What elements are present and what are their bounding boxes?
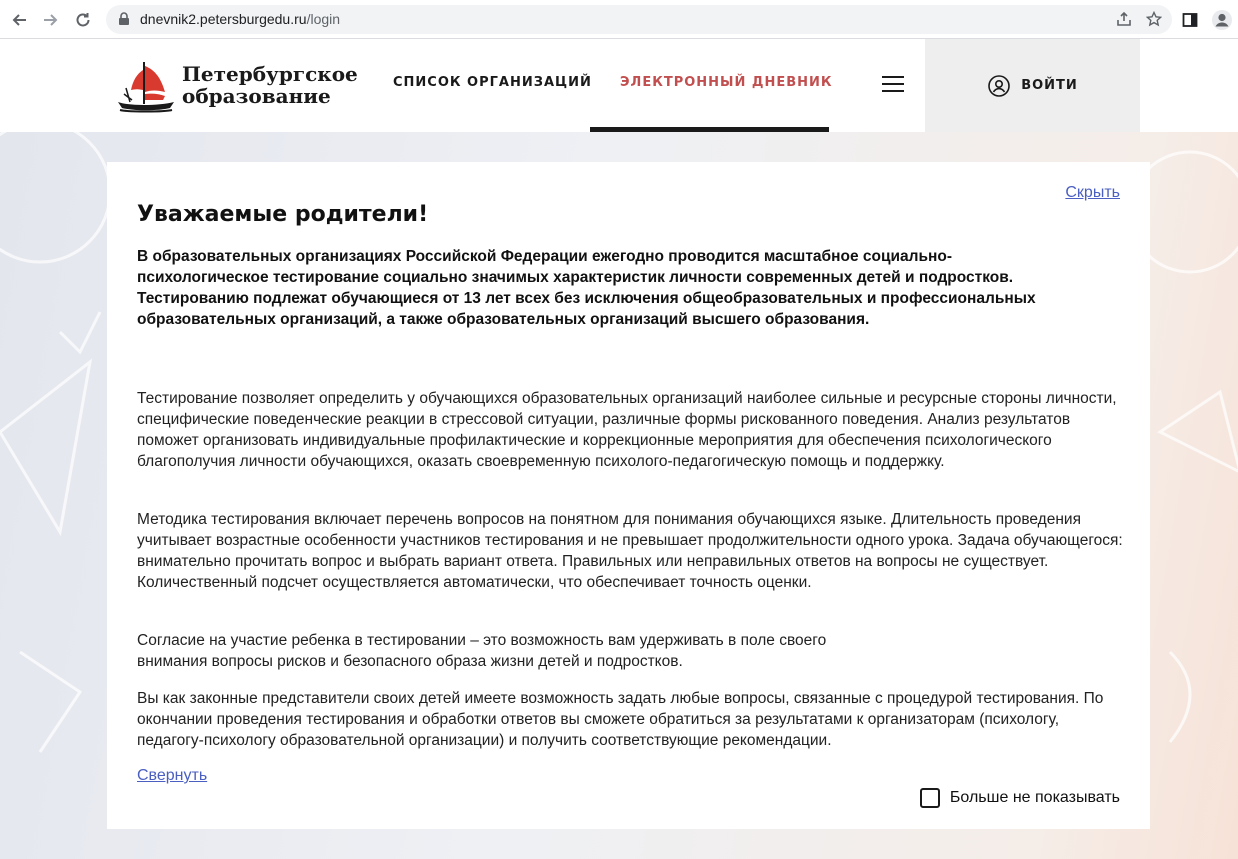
dont-show-checkbox[interactable] bbox=[920, 788, 940, 808]
reload-icon bbox=[74, 11, 92, 29]
ship-logo-icon[interactable] bbox=[116, 58, 176, 114]
notice-paragraph: Методика тестирования включает перечень вопросов на понятном для понимания обучающихся языке. Длительность проведения учитывает возрастные особенности участников тестирования и не превышает продолжительности одного урока. Задача обучающегося: внимательно прочитать вопрос и выбрать вариант ответа. Правильных или неправильных ответов на вопросы не существует. Количественный подсчет осуществляется автоматически, что обеспечивает точность оценки. bbox=[137, 511, 1123, 591]
menu-burger-button[interactable] bbox=[882, 76, 904, 93]
profile-button[interactable] bbox=[1210, 8, 1234, 32]
notice-paragraph: Вы как законные представители своих детей имеете возможность задать любые вопросы, связанные с процедурой тестирования. По окончании проведения тестирования и обработки ответов вы сможете обратиться за результатами к организаторам (психологу, педагогу-психологу образовательной организации) и получить соответствующие рекомендации. bbox=[137, 690, 1104, 749]
notice-paragraph: Тестирование позволяет определить у обучающихся образовательных организаций наиболее сильные и ресурсные стороны личности, специфические поведенческие реакции в стрессовой ситуации, различные формы рискованного поведения. Анализ результатов поможет организовать индивидуальные профилактические и коррекционные мероприятия для обеспечения психологического благополучия личности обучающихся, оказать своевременную психолого-педагогическую помощь и поддержку. bbox=[137, 390, 1117, 470]
notice-title: Уважаемые родители! bbox=[137, 202, 429, 227]
brand-line1: Петербургское bbox=[182, 62, 358, 86]
reload-button[interactable] bbox=[71, 8, 95, 32]
back-button[interactable] bbox=[8, 8, 32, 32]
nav-organizations[interactable]: СПИСОК ОРГАНИЗАЦИЙ bbox=[393, 75, 592, 90]
notice-lead-text: В образовательных организациях Российской Федерации ежегодно проводится масштабное социально-психологическое тестирование социально значимых характеристик личности современных детей и подростков. Тестированию подлежат обучающиеся от 13 лет всех без исключения общеобразовательных и профессиональных образовательных организаций, а также образовательных организаций высшего образования. bbox=[137, 248, 1036, 328]
user-circle-icon bbox=[987, 74, 1011, 98]
brand-name[interactable] bbox=[182, 63, 358, 107]
login-label: ВОЙТИ bbox=[1021, 78, 1078, 93]
site-header bbox=[0, 39, 1238, 132]
lock-icon bbox=[118, 12, 130, 26]
browser-toolbar bbox=[0, 0, 1238, 39]
notice-paragraph: Согласие на участие ребенка в тестировании – это возможность вам удерживать в поле своего внимания вопросы рисков и безопасного образа жизни детей и подростков. bbox=[137, 632, 827, 670]
burger-line bbox=[882, 90, 904, 92]
brand-line2: образование bbox=[182, 84, 331, 108]
forward-button[interactable] bbox=[38, 8, 62, 32]
nav-electronic-diary[interactable]: ЭЛЕКТРОННЫЙ ДНЕВНИК bbox=[620, 75, 833, 90]
address-bar[interactable] bbox=[106, 5, 1172, 34]
dont-show-label: Больше не показывать bbox=[949, 789, 1120, 806]
side-panel-button[interactable] bbox=[1178, 8, 1202, 32]
share-icon[interactable] bbox=[1116, 11, 1132, 27]
url-host: dnevnik2.petersburgedu.ru bbox=[140, 11, 307, 27]
star-icon[interactable] bbox=[1146, 11, 1162, 27]
side-panel-icon bbox=[1182, 12, 1198, 28]
hide-link[interactable]: Скрыть bbox=[1065, 184, 1120, 201]
dont-show-again-option[interactable] bbox=[920, 788, 1120, 808]
address-bar-actions bbox=[1116, 11, 1162, 27]
login-button[interactable] bbox=[925, 39, 1140, 132]
url-text bbox=[140, 11, 340, 27]
arrow-right-icon bbox=[41, 11, 59, 29]
url-path: /login bbox=[306, 11, 341, 27]
burger-line bbox=[882, 76, 904, 78]
arrow-left-icon bbox=[11, 11, 29, 29]
parents-notice-card bbox=[107, 162, 1150, 829]
collapse-link[interactable]: Свернуть bbox=[137, 767, 208, 784]
profile-avatar-icon bbox=[1211, 9, 1233, 31]
burger-line bbox=[882, 83, 904, 85]
